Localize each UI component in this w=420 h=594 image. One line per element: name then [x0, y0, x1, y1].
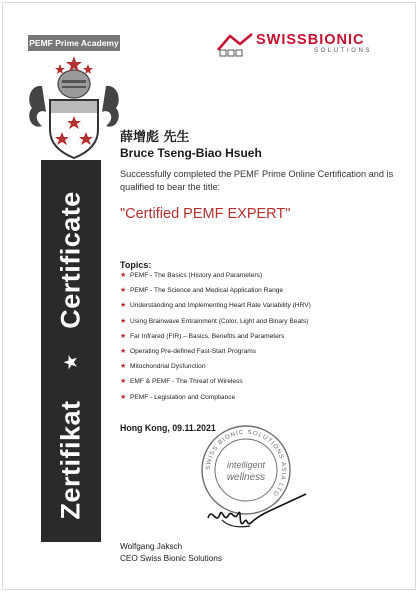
- star-bullet-icon: ★: [120, 332, 127, 340]
- ceo-signature: [202, 492, 312, 536]
- topics-list: [120, 270, 311, 407]
- topic-item: ★ Using Brainwave Entrainment (Color, Light and Binary Beats): [120, 316, 311, 331]
- star-bullet-icon: ★: [120, 317, 127, 325]
- svg-text:SWISS BIONIC SOLUTIONS ASIA LT: SWISS BIONIC SOLUTIONS ASIA LTD: [204, 428, 288, 498]
- recipient-name-english: Bruce Tseng-Biao Hsueh: [120, 146, 262, 160]
- academy-badge-label: PEMF Prime Academy: [28, 35, 120, 51]
- place-and-date: Hong Kong, 09.11.2021: [120, 423, 216, 433]
- topic-item: ★ Far Infrared (FIR) – Basics, Benefits and Parameters: [120, 331, 311, 346]
- svg-text:intelligent: intelligent: [226, 460, 266, 470]
- ribbon-star-icon: ★: [63, 354, 80, 370]
- academy-crest: [22, 46, 126, 164]
- topic-item: ★ EMF & PEMF - The Threat of Wireless: [120, 376, 311, 391]
- signer-name: Wolfgang Jaksch: [120, 542, 183, 551]
- topic-item: ★ Understanding and Implementing Heart Rate Variability (HRV): [120, 300, 311, 315]
- star-bullet-icon: ★: [120, 347, 127, 355]
- logo-mark-icon: [216, 30, 256, 58]
- logo-subtitle: SOLUTIONS: [314, 48, 373, 54]
- completion-description: Successfully completed the PEMF Prime Online Certification and is qualified to bear the title:: [120, 169, 394, 192]
- signer-role: CEO Swiss Bionic Solutions: [120, 554, 222, 563]
- topic-item: ★ Operating Pre-defined Fast-Start Programs: [120, 346, 311, 361]
- star-bullet-icon: ★: [120, 363, 127, 371]
- recipient-name-chinese: 薛增彪 先生: [120, 130, 190, 145]
- ribbon-text-zertifikat: Zertifikat: [55, 400, 86, 520]
- signer-block: [120, 541, 222, 565]
- topics-heading: Topics:: [120, 260, 152, 270]
- star-bullet-icon: ★: [120, 287, 127, 295]
- svg-text:wellness: wellness: [226, 472, 266, 483]
- topic-item: ★ PEMF - The Basics (History and Parameters): [120, 270, 311, 285]
- logo-wordmark: [256, 32, 364, 48]
- certified-title: "Certified PEMF EXPERT": [120, 206, 291, 222]
- swiss-bionic-logo: [216, 30, 412, 58]
- logo-bionic: BIONIC: [307, 32, 365, 48]
- logo-swiss: SWISS: [256, 32, 308, 48]
- topic-item: ★ PEMF - The Science and Medical Application Range: [120, 285, 311, 300]
- star-bullet-icon: ★: [120, 378, 127, 386]
- star-bullet-icon: ★: [120, 272, 127, 279]
- topic-item: ★ PEMF - Legislation and Compliance: [120, 392, 311, 407]
- ribbon-text-certificate: Certificate: [55, 191, 86, 329]
- star-bullet-icon: ★: [120, 393, 127, 401]
- star-bullet-icon: ★: [120, 302, 127, 310]
- topic-item: ★ Mitochondrial Dysfunction: [120, 361, 311, 376]
